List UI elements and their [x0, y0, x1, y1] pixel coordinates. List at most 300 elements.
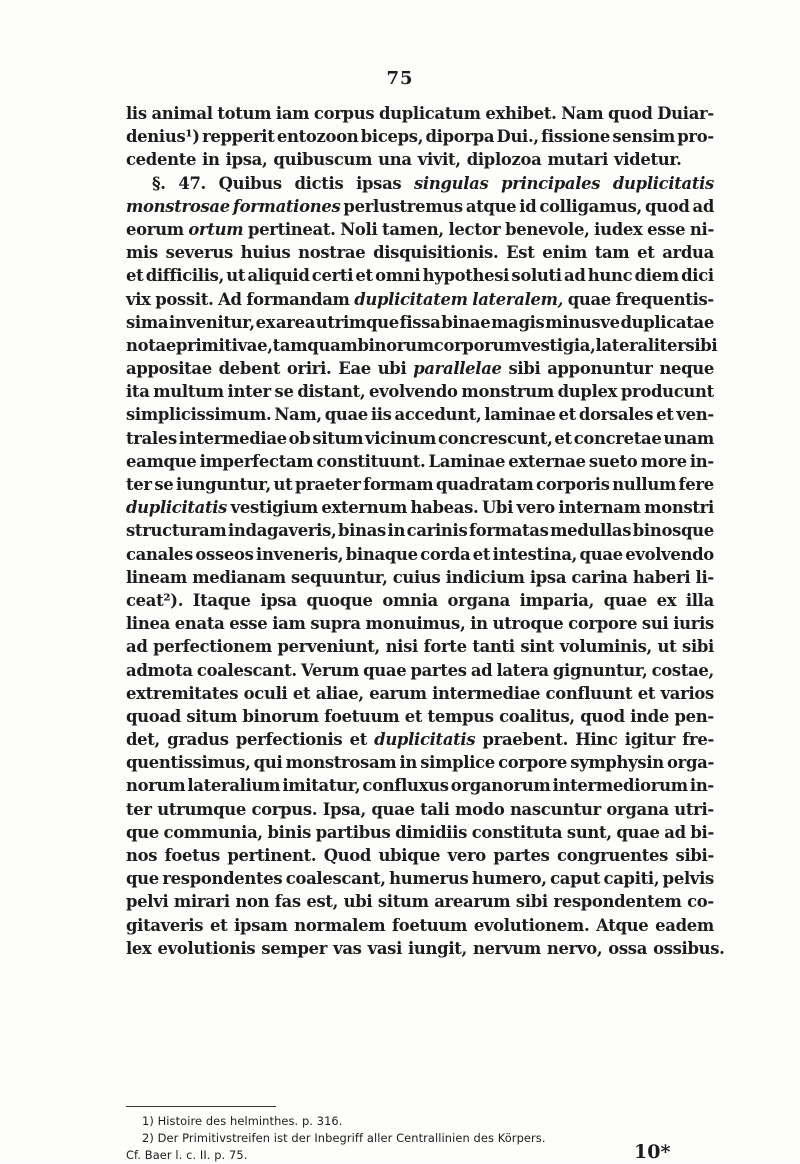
word: Hinc	[575, 730, 618, 750]
text-line	[126, 914, 714, 937]
word: Dui.,	[496, 127, 539, 147]
word: ipsam	[234, 915, 288, 935]
word: videtur.	[614, 150, 682, 170]
word: more	[640, 451, 687, 471]
word: que	[126, 869, 159, 889]
word: ipsa,	[225, 150, 268, 170]
word: ubique	[378, 846, 441, 865]
word: atque	[465, 196, 517, 216]
word: coalitus,	[499, 706, 575, 726]
text-line	[126, 264, 714, 287]
word: ortum	[188, 219, 244, 239]
word: inveneris,	[256, 544, 344, 564]
word: osseos	[195, 544, 254, 564]
word: sibi	[682, 637, 714, 657]
word: lateralem,	[472, 289, 564, 309]
word: vix	[126, 289, 151, 309]
text-line	[126, 496, 714, 519]
word: canales	[126, 544, 193, 564]
word: imparia,	[519, 590, 595, 610]
word: vivit,	[417, 150, 461, 170]
word: quod	[607, 104, 653, 123]
word: in-	[689, 451, 714, 471]
word: parallelae	[413, 359, 502, 379]
word: duplicatae	[620, 312, 714, 332]
word: et	[209, 915, 228, 935]
word: tempus	[427, 706, 494, 726]
word: partes	[493, 846, 550, 865]
word: humero,	[471, 869, 547, 889]
text-line	[126, 148, 714, 171]
word: Noli	[340, 219, 378, 239]
text-line	[126, 821, 714, 844]
word: ita	[126, 382, 150, 402]
word: et	[126, 266, 144, 286]
word: esse	[647, 219, 686, 239]
word: quae	[363, 660, 407, 680]
word: foetuum	[392, 915, 468, 935]
word: varios	[660, 683, 714, 703]
word: utrumque	[157, 799, 247, 819]
word: pen-	[674, 706, 714, 726]
word: fissione	[541, 127, 610, 147]
word: duplicitatis	[126, 498, 228, 518]
word: et	[292, 683, 311, 703]
word: debent	[218, 359, 281, 379]
text-line	[126, 102, 714, 125]
word: duplicitatis	[374, 730, 476, 750]
word: inter	[227, 382, 271, 402]
word: et	[404, 706, 423, 726]
word: corda	[420, 544, 471, 564]
word: producunt	[620, 382, 714, 402]
word: Atque	[596, 915, 649, 935]
text-line	[126, 450, 714, 473]
word: mis	[126, 243, 158, 263]
word: severus	[165, 243, 233, 263]
body-text	[126, 102, 725, 960]
word: quae	[324, 405, 368, 425]
word: ipsa	[529, 567, 567, 587]
word: frequentis-	[615, 289, 714, 309]
word: Nam	[561, 104, 604, 123]
word: §.	[152, 173, 166, 193]
word: ter	[126, 475, 152, 494]
word: pelvi	[126, 892, 169, 912]
word: intermediorum	[552, 776, 688, 796]
word: dici	[681, 266, 714, 286]
word: lateraliter	[595, 335, 686, 355]
word: evolvendo	[368, 382, 458, 402]
word: nostrae	[298, 243, 366, 263]
word: foetus	[164, 846, 220, 865]
word: unam	[663, 428, 714, 448]
word: utri-	[674, 799, 714, 819]
word: iunguntur,	[175, 475, 271, 494]
word: ni-	[689, 219, 714, 239]
word: eorum	[126, 219, 184, 239]
word: fissa	[399, 312, 441, 332]
word: supra	[310, 614, 361, 634]
word: partes	[410, 660, 467, 680]
text-line	[126, 218, 714, 241]
word: formationes	[232, 196, 341, 216]
text-line	[126, 125, 714, 148]
word: quoque	[306, 590, 373, 610]
text-line	[126, 705, 714, 728]
word: exhibet.	[485, 104, 557, 123]
word: tanti	[472, 637, 515, 657]
word: carina	[571, 567, 628, 587]
word: invenitur,	[168, 312, 255, 332]
word: nascuntur	[509, 799, 601, 819]
word: sequuntur,	[290, 567, 388, 587]
word: situm	[377, 892, 429, 912]
word: eadem	[655, 915, 714, 935]
word: animal	[151, 104, 213, 123]
word: soluti	[511, 266, 562, 286]
word: et	[355, 266, 373, 286]
word: imperfectam	[199, 451, 314, 471]
word: duplicitatem	[354, 289, 468, 309]
word: formatas	[468, 521, 549, 541]
word: area	[275, 312, 316, 332]
word: quoad	[126, 706, 181, 726]
word: medianam	[192, 567, 286, 587]
word: binosque	[632, 521, 714, 541]
word: sibi	[685, 335, 718, 355]
word: monstrosae	[126, 196, 230, 216]
word: in	[202, 150, 220, 170]
word: ex	[656, 590, 677, 610]
word: aliquid	[247, 266, 310, 286]
word: notae	[126, 335, 176, 355]
word: fre-	[682, 730, 714, 750]
word: iudex	[594, 219, 643, 239]
word: eamque	[126, 451, 197, 471]
word: ipsas	[356, 173, 402, 193]
word: perfectionis	[235, 730, 343, 750]
word: difficilis,	[145, 266, 224, 286]
word: constituta	[471, 822, 563, 842]
word: intermediae	[178, 428, 287, 448]
word: Quibus	[218, 173, 282, 193]
word: tali	[420, 799, 450, 819]
word: situm	[186, 706, 238, 726]
word: esse	[229, 614, 268, 634]
word: que	[126, 822, 159, 842]
word: igitur	[624, 730, 676, 750]
word: det,	[126, 730, 160, 750]
word: gradus	[167, 730, 229, 750]
word: ad	[126, 637, 148, 657]
word: humerus	[389, 869, 469, 889]
word: sibi-	[675, 846, 714, 865]
word: internam	[558, 498, 641, 518]
footnote-1: 1) Histoire des helminthes. p. 316.	[142, 1114, 343, 1128]
word: evolutionis	[157, 938, 256, 958]
word: perveniunt,	[277, 637, 380, 657]
word: partibus	[315, 822, 391, 842]
word: co-	[687, 892, 714, 912]
word: trales	[126, 428, 177, 448]
word: Quod	[323, 846, 372, 865]
word: vestigia,	[521, 335, 596, 355]
word: ubi	[343, 892, 373, 912]
word: quae	[603, 590, 647, 610]
word: imitatur,	[282, 776, 361, 796]
word: Duiar-	[657, 104, 714, 123]
page-number: 75	[386, 68, 414, 89]
text-line	[126, 937, 725, 960]
text-line	[126, 172, 714, 195]
word: se	[154, 475, 174, 494]
word: nisi	[385, 637, 418, 657]
word: cedente	[126, 150, 197, 170]
word: ut	[273, 475, 293, 494]
word: mirari	[173, 892, 230, 912]
word: latera	[496, 660, 549, 680]
word: in	[387, 521, 406, 541]
word: tamen,	[382, 219, 444, 239]
footnote-2-continued: Cf. Baer l. c. II. p. 75.	[126, 1148, 248, 1162]
word: norum	[126, 776, 186, 796]
word: lis	[126, 104, 147, 123]
word: externum	[321, 498, 408, 518]
word: simplicissimum.	[126, 405, 272, 425]
word: vestigium	[230, 498, 318, 518]
word: oriri.	[286, 359, 332, 379]
text-line	[126, 195, 714, 218]
word: foetuum	[324, 706, 400, 726]
word: carinis	[406, 521, 468, 541]
word: vasi	[367, 938, 402, 958]
word: pro-	[677, 127, 714, 147]
word: dorsales	[578, 405, 654, 425]
word: formam	[363, 475, 434, 494]
word: organa	[447, 590, 510, 610]
word: sueto	[588, 451, 638, 471]
word: et	[472, 544, 491, 564]
word: confluunt	[545, 683, 633, 703]
word: habeas.	[410, 498, 479, 518]
word: iis	[370, 405, 392, 425]
word: monuimus,	[365, 614, 466, 634]
word: totum	[217, 104, 272, 123]
word: distant,	[297, 382, 366, 402]
word: forte	[423, 637, 467, 657]
word: singulas	[414, 173, 489, 193]
word: corporum	[433, 335, 522, 355]
word: simplice	[420, 753, 495, 773]
word: coalescant,	[285, 869, 386, 889]
word: binaque	[345, 544, 418, 564]
word: respondentem	[553, 892, 682, 912]
word: sui	[641, 614, 669, 634]
word: Eae	[338, 359, 371, 379]
text-line	[126, 635, 714, 658]
text-line	[126, 357, 714, 380]
word: apponuntur	[547, 359, 653, 379]
word: et	[637, 243, 655, 263]
word: Laminae	[428, 451, 506, 471]
word: vero	[447, 846, 486, 865]
word: fas	[274, 892, 301, 912]
word: binorum	[242, 706, 319, 726]
text-line	[126, 543, 714, 566]
word: corpus.	[251, 799, 318, 819]
word: lateralium	[187, 776, 281, 796]
word: quae	[567, 289, 611, 309]
word: gignuntur,	[552, 660, 648, 680]
word: aliae,	[315, 683, 364, 703]
word: ardua	[662, 243, 714, 263]
word: fere	[678, 475, 714, 494]
word: praeter	[294, 475, 361, 494]
word: nullum	[612, 475, 676, 494]
word: sint	[520, 637, 555, 657]
word: et	[656, 405, 674, 425]
word: nervum	[472, 938, 541, 958]
word: qui	[253, 753, 283, 773]
word: iungit,	[408, 938, 467, 958]
word: quae	[616, 822, 660, 842]
word: ad	[692, 196, 714, 216]
word: certi	[311, 266, 354, 286]
word: quibuscum	[273, 150, 373, 170]
word: coalescant.	[196, 660, 297, 680]
text-line	[126, 612, 714, 635]
word: primitivae,	[175, 335, 273, 355]
word: et	[637, 683, 656, 703]
text-line	[126, 519, 714, 542]
word: lex	[126, 938, 152, 958]
word: diporpa	[425, 127, 495, 147]
word: Ubi	[481, 498, 514, 518]
word: evolvendo	[625, 544, 714, 564]
word: lector	[448, 219, 501, 239]
word: Nam,	[274, 405, 322, 425]
word: medullas	[550, 521, 632, 541]
text-line	[126, 241, 714, 264]
word: perlustremus	[343, 196, 463, 216]
word: nervo,	[546, 938, 603, 958]
word: haberi	[632, 567, 691, 587]
word: ex	[255, 312, 276, 332]
word: organa	[606, 799, 669, 819]
word: evolutionem.	[473, 915, 590, 935]
word: quod	[580, 706, 625, 726]
word: et	[349, 730, 367, 750]
word: quadratam	[435, 475, 534, 494]
word: utroque	[492, 614, 564, 634]
word: corpus	[313, 104, 375, 123]
word: pertineat.	[247, 219, 336, 239]
word: indicium	[445, 567, 525, 587]
word: sensim	[612, 127, 675, 147]
word: perfectionem	[153, 637, 272, 657]
word: Itaque	[192, 590, 251, 610]
word: tamquam	[272, 335, 358, 355]
word: quentissimus,	[126, 753, 251, 773]
word: iuris	[673, 614, 714, 634]
word: li-	[695, 567, 714, 587]
text-line	[126, 566, 714, 589]
word: minusve	[545, 312, 620, 332]
word: bi-	[690, 822, 714, 842]
word: omni	[375, 266, 421, 286]
word: voluminis,	[559, 637, 652, 657]
word: organorum	[450, 776, 551, 796]
footnote-2: 2) Der Primitivstreifen ist der Inbegriff aller Centrallinien des Körpers.	[142, 1131, 546, 1145]
text-line	[126, 659, 714, 682]
word: ut	[226, 266, 246, 286]
word: utrimque	[315, 312, 399, 332]
word: laminae	[484, 405, 556, 425]
word: hypothesi	[422, 266, 510, 286]
word: tam	[594, 243, 630, 263]
word: arearum	[434, 892, 511, 912]
word: indagaveris,	[227, 521, 337, 541]
word: monstrosam	[285, 753, 397, 773]
word: repperit	[202, 127, 275, 147]
text-line	[126, 890, 714, 913]
word: admota	[126, 660, 193, 680]
text-line	[126, 311, 714, 334]
word: ob	[288, 428, 311, 448]
word: externae	[508, 451, 586, 471]
word: binae	[441, 312, 491, 332]
word: hunc	[587, 266, 633, 286]
word: illa	[685, 590, 714, 610]
text-line	[126, 774, 714, 797]
word: ad	[470, 660, 493, 680]
word: respondentes	[162, 869, 283, 889]
text-line	[126, 589, 714, 612]
word: in	[399, 753, 418, 773]
text-line	[126, 682, 714, 705]
word: duplicitatis	[612, 173, 714, 193]
word: Ad	[218, 289, 242, 309]
word: binas	[338, 521, 386, 541]
word: extremitates	[126, 683, 239, 703]
word: iam	[272, 614, 306, 634]
word: situm	[312, 428, 364, 448]
word: enata	[174, 614, 225, 634]
text-line	[126, 728, 714, 751]
word: inde	[630, 706, 670, 726]
word: disquisitionis.	[373, 243, 499, 263]
word: ven-	[676, 405, 714, 425]
word: ipsa	[260, 590, 297, 610]
word: oculi	[243, 683, 288, 703]
word: mutari	[547, 150, 609, 170]
word: corporis	[536, 475, 610, 494]
word: symphysin	[570, 753, 664, 773]
word: structuram	[126, 521, 227, 541]
word: confluxus	[362, 776, 449, 796]
word: praebent.	[482, 730, 568, 750]
word: non	[235, 892, 270, 912]
word: formandam	[246, 289, 350, 309]
word: earum	[369, 683, 427, 703]
word: et	[558, 405, 576, 425]
word: ceat²).	[126, 590, 184, 610]
word: magis	[491, 312, 545, 332]
word: pertinent.	[227, 846, 317, 865]
word: possit.	[155, 289, 214, 309]
word: huius	[240, 243, 291, 263]
